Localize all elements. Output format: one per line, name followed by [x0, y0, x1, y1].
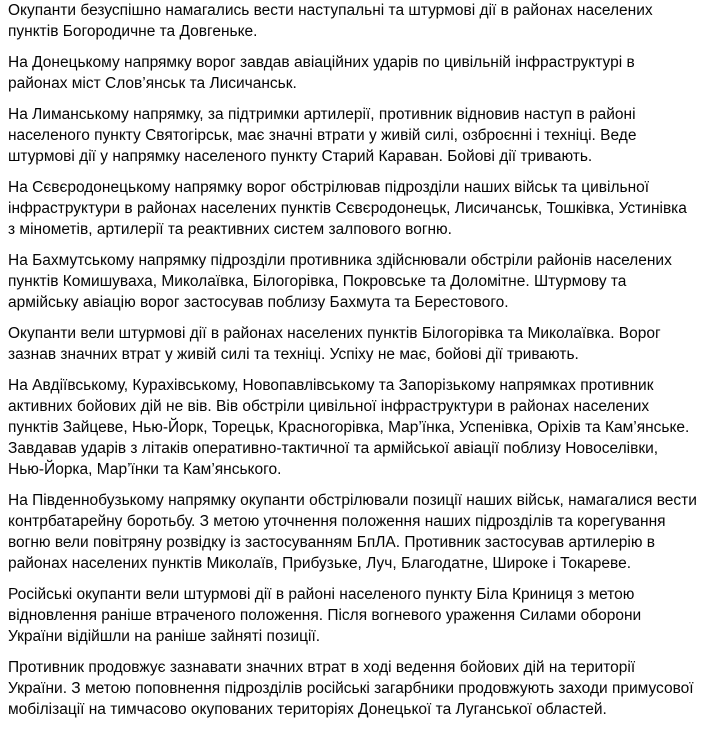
paragraph-4: На Сєвєродонецькому напрямку ворог обстрілював підрозділи наших військ та цивільної інфраструктури в районах населених пунктів Сєвєродонецьк, Лисичанськ, Тошківка, Устинівка з мінометів, артилерії та реактивних систем залпового вогню. — [8, 179, 687, 238]
paragraph-9: Російські окупанти вели штурмові дії в районі населеного пункту Біла Криниця з метою відновлення раніше втраченого положення. Після вогневого ураження Силами оборони України відійшли на раніше зайняті позиції. — [8, 586, 642, 645]
post-text — [8, 0, 698, 730]
paragraph-8: На Південнобузькому напрямку окупанти обстрілювали позиції наших військ, намагалися вести контрбатарейну боротьбу. З метою уточнення положення наших підрозділів та корегування вогню вели повітряну розвідку із застосуванням БпЛА. Противник застосував артилерію в районах населених пунктів Миколаїв, Прибузьке, Луч, Благодатне, Широке і Токареве. — [8, 492, 697, 572]
paragraph-2 — [8, 52, 698, 94]
paragraph-5: На Бахмутському напрямку підрозділи противника здійснювали обстріли районів населених пунктів Комишуваха, Миколаївка, Білогорівка, Покровське та Доломітне. Штурмову та армійську авіацію ворог застосував поблизу Бахмута та Берестового. — [8, 252, 672, 311]
paragraph-3: На Лиманському напрямку, за підтримки артилерії, противник відновив наступ в районі населеного пункту Святогірськ, має значні втрати у живій силі, озброєнні і техніці. Веде штурмові дії у напрямку населеного пункту Старий Караван. Бойові дії тривають. — [8, 106, 637, 165]
paragraph-10: Противник продовжує зазнавати значних втрат в ході ведення бойових дій на території України. З метою поповнення підрозділів російські загарбники продовжують заходи примусової мобілізації на тимчасово окупованих територіях Донецької та Луганської областей. — [8, 659, 694, 718]
paragraph-6: Окупанти вели штурмові дії в районах населених пунктів Білогорівка та Миколаївка. Ворог зазнав значних втрат у живій силі та техніці. Успіху не має, бойові дії тривають. — [8, 325, 661, 363]
paragraph-7: На Авдіївському, Курахівському, Новопавлівському та Запорізькому напрямках противник активних бойових дій не вів. Вів обстріли цивільної інфраструктури в районах населених пунктів Зайцеве, Нью-Йорк, Торецьк, Красногорівка, Мар’їнка, Успенівка, Оріхів та Кам’янське. Завдавав ударів з літаків оперативно-тактичної та армійської авіації поблизу Новоселівки, Нью-Йорка, Мар’їнки та Кам’янського. — [8, 377, 690, 478]
paragraph-1: Окупанти безуспішно намагались вести наступальні та штурмові дії в районах населених пунктів Богородичне та Довгеньке. — [8, 2, 653, 40]
paragraph-2-text: На Донецькому напрямку ворог завдав авіаційних ударів по цивільній інфраструктурі в районах міст Слов’янськ та Лисичанськ. — [8, 54, 635, 92]
